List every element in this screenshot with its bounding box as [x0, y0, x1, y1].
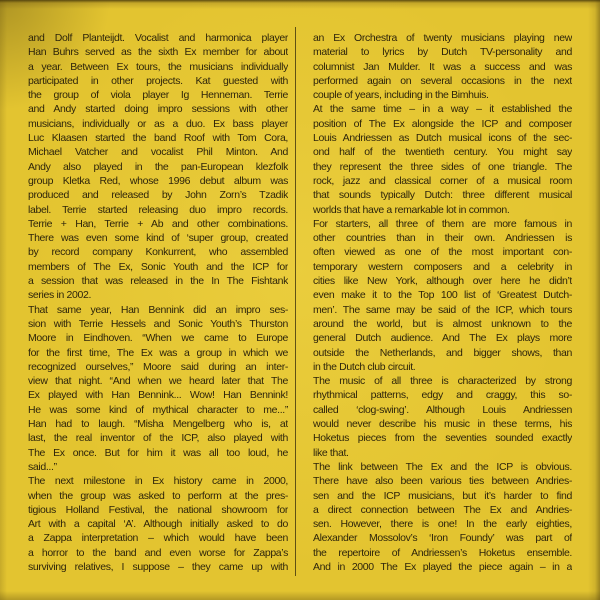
text-line: The Ex once. But for him it was all too loud, he — [28, 446, 288, 459]
text-line: surviving relatives, I suppose – they came up with — [28, 560, 288, 573]
text-line: said...” — [28, 460, 57, 473]
text-line: in the Dutch club circuit. — [313, 360, 416, 373]
text-line: position of The Ex alongside the ICP and composer — [313, 117, 572, 130]
text-line: series in 2002. — [28, 289, 92, 302]
text-line: that sounds typically Dutch: three different musical — [313, 189, 572, 202]
text-line: worlds that have a remarkable lot in common. — [313, 203, 510, 216]
text-line: recognized ourselves,” Moore said during an inter- — [28, 360, 288, 373]
text-line: sen. However, there is one! In the early eighties, — [313, 518, 572, 531]
text-line: often viewed as one of the most important con- — [313, 246, 572, 259]
text-line: Luc Klaasen started the band Roof with Tom Cora, — [28, 132, 288, 145]
text-line: produced and released by John Zorn’s Tzadik — [28, 189, 288, 202]
text-line: last, the real inventor of the ICP, also played with — [28, 432, 288, 445]
text-line: That same year, Han Bennink did an impro ses- — [28, 303, 288, 316]
text-line: couple of years, including in the Bimhuis. — [313, 89, 489, 102]
text-line: And in 2000 The Ex played the piece again – in a — [313, 560, 572, 573]
column-divider — [295, 27, 296, 576]
text-line: an Ex Orchestra of twenty musicians playing new — [313, 32, 572, 44]
text-line: Han had to laugh. “Misha Mengelberg who is, at — [28, 418, 288, 431]
text-line: For starters, all three of them are more famous in — [313, 217, 572, 230]
text-line: members of The Ex, Sonic Youth and the ICP for — [28, 260, 288, 273]
text-line: The link between The Ex and the ICP is obvious. — [313, 460, 572, 473]
text-line: Louis Andriessen as Dutch musical icons of the sec- — [313, 132, 572, 145]
text-line: cities like New York, although over here he didn’t — [313, 275, 572, 288]
text-line: label. Terrie started releasing duo impro records. — [28, 203, 288, 216]
text-line: ond half of the twentieth century. You might say — [313, 146, 572, 159]
text-line: musicians, individually or as a duo. Ex bass player — [28, 117, 288, 130]
text-line: Hoketus pieces from the seventies sounded exactly — [313, 432, 572, 445]
text-line: a horror to the band and even worse for Zappa’s — [28, 546, 288, 559]
text-line: called ‘clog-swing’. Although Louis Andriessen — [313, 403, 572, 416]
text-line: around the world, but is almost unknown to the — [313, 317, 572, 330]
text-line: a direct connection between The Ex and Andries- — [313, 503, 572, 516]
text-line: they represent the three sides of one triangle. The — [313, 160, 572, 173]
text-line: material to lyrics by Dutch TV-personality and — [313, 46, 572, 59]
text-line: the group of viola player Ig Henneman. Terrie — [28, 89, 288, 102]
text-line: a year. Between Ex tours, the musicians individually — [28, 60, 288, 73]
text-line: when the group was asked to perform at the pres- — [28, 489, 288, 502]
text-line: view that night. “And when we heard later that The — [28, 375, 288, 388]
text-line: by record company Konkurrent, who assembled — [28, 246, 288, 259]
text-line: There have also been various ties between Andries- — [313, 475, 572, 488]
text-line: tigious Holland Festival, the national showroom for — [28, 503, 288, 516]
text-line: and Andy started doing impro sessions with other — [28, 103, 288, 116]
text-line: Ex played with Han Bennink... Wow! Han Bennink! — [28, 389, 288, 402]
text-line: even make it to the Top 100 list of ‘Greatest Dutch- — [313, 289, 572, 302]
text-line: a session that was released in the In The Fishtank — [28, 275, 288, 288]
text-line: rhythmical patterns, edgy and craggy, this so- — [313, 389, 572, 402]
text-line: general Dutch audience. And The Ex plays more — [313, 332, 572, 345]
text-line: participated in other projects. Kat guested with — [28, 74, 288, 87]
text-line: rock, jazz and classical corner of a musical room — [313, 174, 572, 187]
text-line: The next milestone in Ex history came in 2000, — [28, 475, 288, 488]
text-column-left — [28, 31, 288, 574]
text-line: like that. — [313, 446, 349, 459]
text-line: columnist Jan Mulder. It was a success and was — [313, 60, 572, 73]
text-line: Han Buhrs served as the sixth Ex member for about — [28, 46, 288, 59]
text-line: He was some kind of mythical character to me...” — [28, 403, 288, 416]
text-line: temporary western composers and a celebrity in — [313, 260, 572, 273]
text-line: Michael Vatcher and vocalist Phil Minton. And — [28, 146, 288, 159]
text-line: and Dolf Planteijdt. Vocalist and harmonica player — [28, 32, 288, 44]
text-line: Art with a capital ‘A’. Although initially asked to do — [28, 518, 288, 531]
text-line: group Kletka Red, whose 1996 debut album was — [28, 174, 288, 187]
text-line: The music of all three is characterized by strong — [313, 375, 572, 388]
text-line: Andy also played in the pan-European klezfolk — [28, 160, 288, 173]
text-line: a Zappa interpretation – which would have been — [28, 532, 288, 545]
text-line: men’. The same may be said of the ICP, which tours — [313, 303, 572, 316]
text-line: Moore in Eindhoven. “When we came to Europe — [28, 332, 288, 345]
text-line: Terrie + Han, Terrie + Ab and other combinations. — [28, 217, 288, 230]
text-line: sion with Terrie Hessels and Sonic Youth’s Thurston — [28, 317, 288, 330]
text-line: outside the Netherlands, and bigger shows, than — [313, 346, 572, 359]
text-line: other countries than in their own. Andriessen is — [313, 232, 572, 245]
text-line: At the same time – in a way – it established the — [313, 103, 572, 116]
text-line: Alexander Mossolov’s ‘Iron Foundy’ was part of — [313, 532, 572, 545]
text-line: There was even some kind of ‘super group, created — [28, 232, 288, 245]
text-line: for the first time, The Ex was a group in which we — [28, 346, 288, 359]
text-line: performed again on several occasions in the next — [313, 74, 572, 87]
text-line: would never describe his music in these terms, his — [313, 418, 572, 431]
text-line: sen and the ICP musicians, but it’s harder to find — [313, 489, 572, 502]
text-column-right — [313, 31, 572, 574]
text-line: the repertoire of Andriessen’s Hoketus ensemble. — [313, 546, 572, 559]
